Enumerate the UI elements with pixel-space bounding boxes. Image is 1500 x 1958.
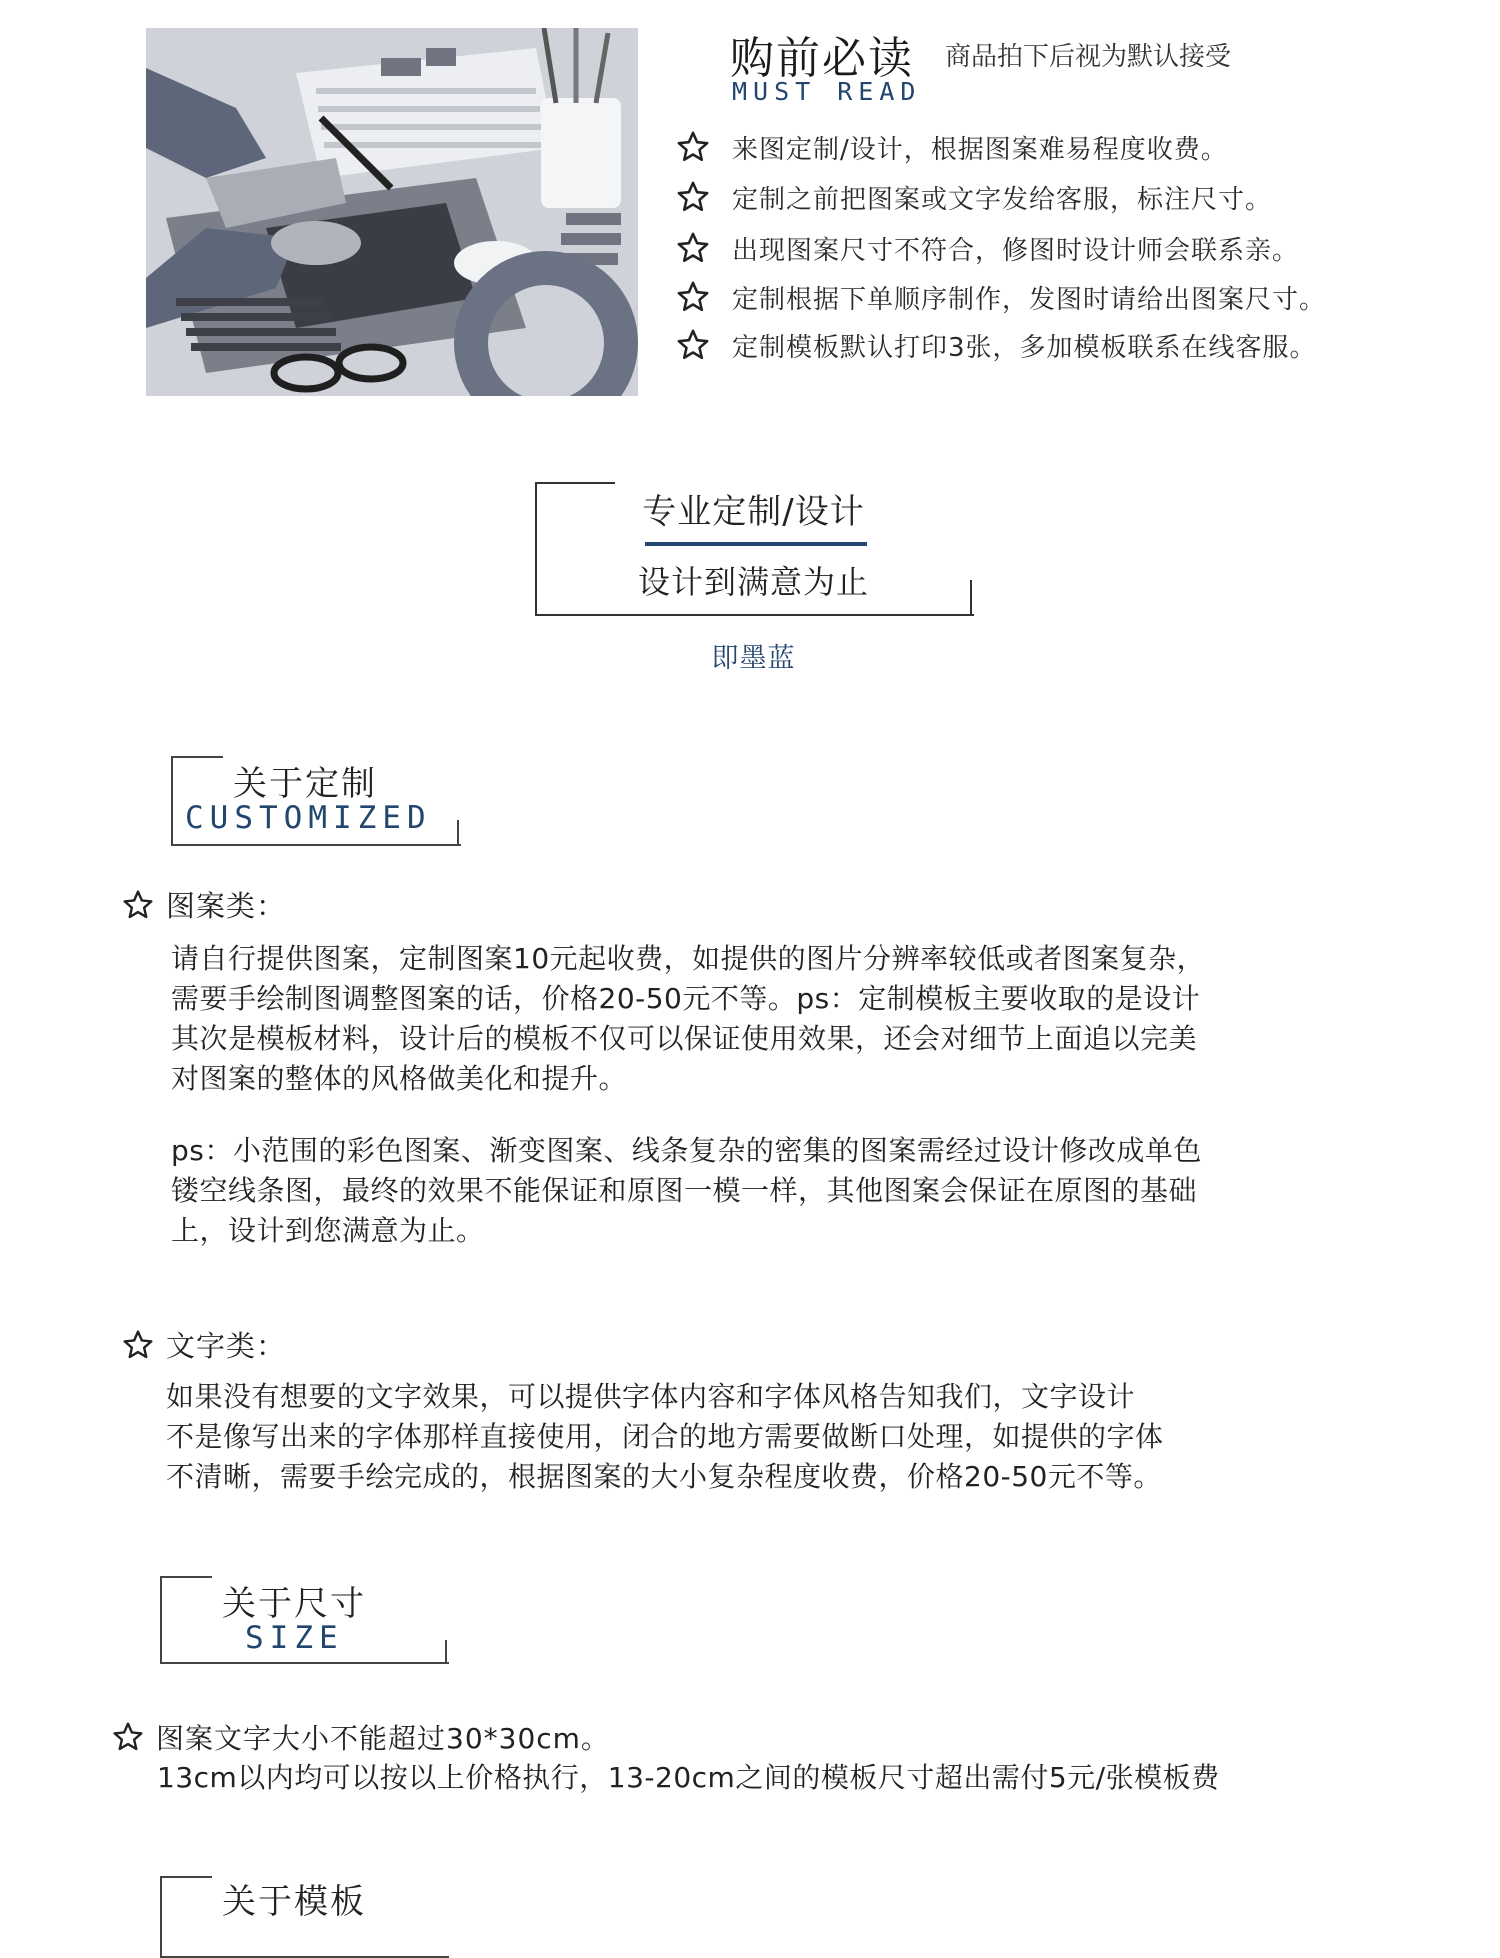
pattern-heading — [122, 884, 286, 925]
must-read-item — [676, 277, 1326, 317]
must-read-item — [676, 127, 1228, 167]
pattern-paragraph-1 — [171, 939, 1205, 1099]
section-title-size-en: SIZE — [245, 1620, 344, 1656]
brand-name: 即墨蓝 — [711, 643, 796, 674]
must-read-item-text: 定制之前把图案或文字发给客服，标注尺寸。 — [732, 184, 1273, 215]
size-line-2 — [157, 1758, 1220, 1798]
center-frame-divider — [645, 542, 867, 546]
star-outline-icon — [122, 1329, 154, 1361]
paragraph-line: 镂空线条图，最终的效果不能保证和原图一模一样，其他图案会保证在原图的基础 — [171, 1174, 1198, 1207]
paragraph-line: 上，设计到您满意为止。 — [171, 1214, 485, 1247]
paragraph-line: 不清晰，需要手绘完成的，根据图案的大小复杂程度收费，价格20-50元不等。 — [166, 1460, 1162, 1493]
star-outline-icon — [112, 1721, 144, 1753]
paragraph-line: 13cm以内均可以按以上价格执行，13-20cm之间的模板尺寸超出需付5元/张模板费 — [157, 1761, 1220, 1794]
must-read-item-text: 定制模板默认打印3张，多加模板联系在线客服。 — [732, 332, 1317, 363]
must-read-title: 购前必读 — [730, 33, 914, 84]
center-frame-subtitle: 设计到满意为止 — [637, 563, 869, 601]
must-read-title-en: MUST READ — [732, 77, 922, 106]
section-title-size: 关于尺寸 — [222, 1584, 366, 1624]
paragraph-line: ps：小范围的彩色图案、渐变图案、线条复杂的密集的图案需经过设计修改成单色 — [171, 1134, 1202, 1167]
paragraph-line: 如果没有想要的文字效果，可以提供字体内容和字体风格告知我们，文字设计 — [166, 1380, 1136, 1413]
section-header-corner — [445, 1640, 447, 1663]
pattern-paragraph-2 — [171, 1131, 1202, 1251]
star-outline-icon — [676, 130, 710, 164]
star-outline-icon — [676, 328, 710, 362]
section-title-customized: 关于定制 — [233, 764, 377, 804]
size-line-1 — [112, 1717, 610, 1757]
paragraph-line: 请自行提供图案，定制图案10元起收费，如提供的图片分辨率较低或者图案复杂， — [171, 942, 1206, 975]
center-frame-title: 专业定制/设计 — [642, 492, 865, 532]
size-line-1-text: 图案文字大小不能超过30*30cm。 — [156, 1722, 610, 1755]
must-read-item-text: 定制根据下单顺序制作，发图时请给出图案尺寸。 — [732, 284, 1327, 315]
must-read-item — [676, 325, 1317, 365]
text-heading — [122, 1324, 286, 1365]
section-header-corner — [171, 756, 223, 758]
section-header-corner — [457, 820, 459, 845]
design-desk-photo — [146, 28, 638, 396]
star-outline-icon — [676, 180, 710, 214]
section-header-corner — [160, 1876, 212, 1878]
star-outline-icon — [676, 280, 710, 314]
section-title-template: 关于模板 — [222, 1882, 366, 1922]
paragraph-line: 其次是模板材料，设计后的模板不仅可以保证使用效果，还会对细节上面追以完美 — [171, 1022, 1198, 1055]
paragraph-line: 对图案的整体的风格做美化和提升。 — [171, 1062, 628, 1095]
paragraph-line: 需要手绘制图调整图案的话，价格20-50元不等。ps：定制模板主要收取的是设计 — [171, 982, 1201, 1015]
must-read-item-text: 来图定制/设计，根据图案难易程度收费。 — [732, 134, 1228, 165]
star-outline-icon — [122, 889, 154, 921]
pattern-heading-text: 图案类： — [166, 889, 287, 923]
star-outline-icon — [676, 231, 710, 265]
text-paragraph — [166, 1377, 1164, 1497]
section-title-customized-en: CUSTOMIZED — [185, 800, 432, 836]
text-heading-text: 文字类： — [166, 1329, 287, 1363]
must-read-subtitle: 商品拍下后视为默认接受 — [945, 42, 1232, 72]
section-header-corner — [160, 1576, 212, 1578]
must-read-item-text: 出现图案尺寸不符合，修图时设计师会联系亲。 — [732, 235, 1300, 266]
must-read-item — [676, 228, 1299, 268]
paragraph-line: 不是像写出来的字体那样直接使用，闭合的地方需要做断口处理，如提供的字体 — [166, 1420, 1164, 1453]
must-read-item — [676, 177, 1272, 217]
